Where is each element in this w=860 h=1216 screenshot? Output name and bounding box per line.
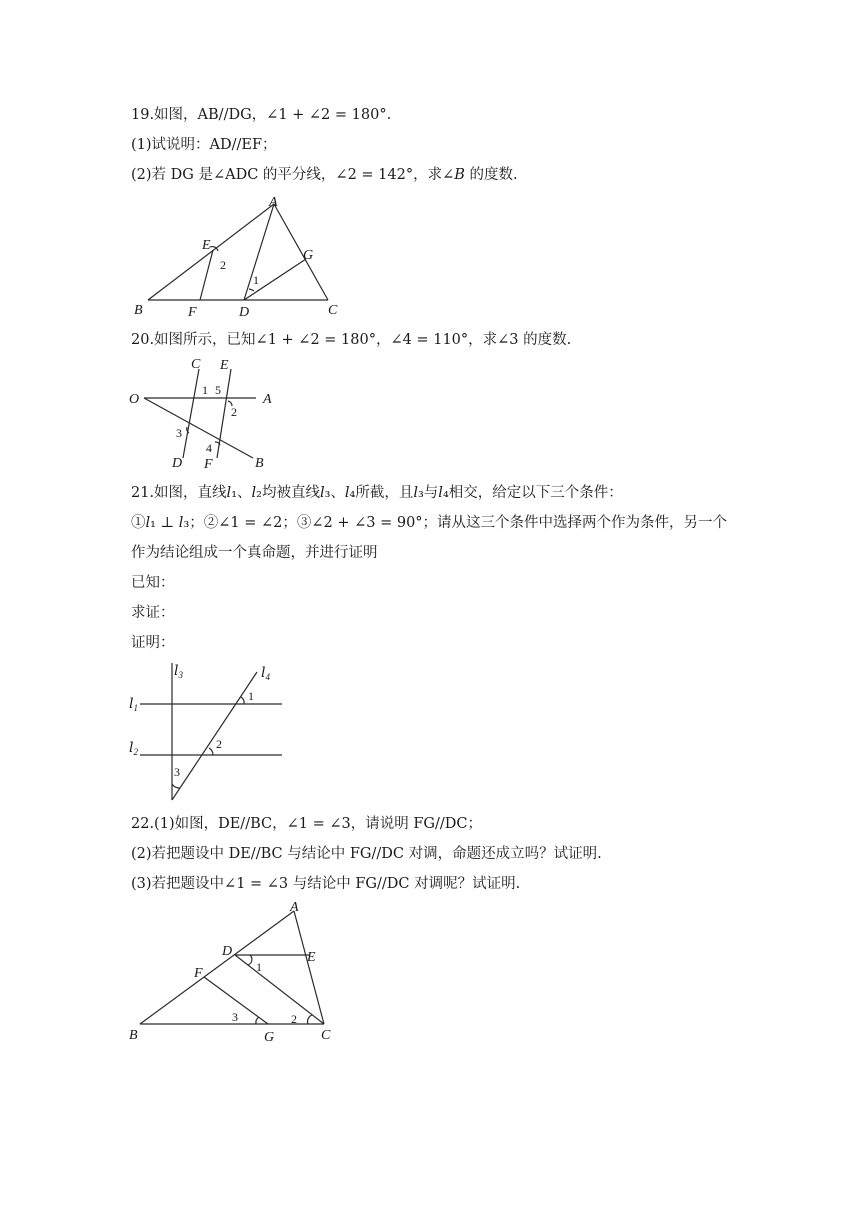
q19-label-e: E xyxy=(202,238,211,253)
q20-line-cd xyxy=(183,369,199,458)
q19-label-g: G xyxy=(303,248,314,263)
q19-figure xyxy=(128,192,358,322)
q20-figure xyxy=(128,355,288,475)
q22-label-d: D xyxy=(222,944,233,959)
q20-label-f: F xyxy=(204,457,213,472)
q19-label-f: F xyxy=(188,305,197,320)
q20-label-e: E xyxy=(220,358,229,373)
q22-label-angle-3: 3 xyxy=(232,1010,238,1024)
q21-label-l2: 𝑙$_2$ xyxy=(129,741,138,757)
q21-figure xyxy=(128,660,288,805)
q22-label-g: G xyxy=(264,1030,275,1045)
q21-angle-1-arc xyxy=(241,697,244,704)
q19-label-d: D xyxy=(239,305,250,320)
q22-label-c: C xyxy=(321,1028,331,1043)
q19-part2: (2)若 DG 是∠ADC 的平分线，∠2 = 142°，求∠𝐵 的度数. xyxy=(131,167,518,183)
q19-label-a: A xyxy=(269,195,278,210)
q19-label-b: B xyxy=(134,303,143,318)
q19-side-ac xyxy=(274,204,328,300)
q22-label-angle-2: 2 xyxy=(291,1012,297,1026)
q20-label-b: B xyxy=(255,456,264,471)
q21-label-angle-3: 3 xyxy=(174,765,180,779)
q21-proof: 证明： xyxy=(131,635,175,651)
q22-angle-1-arc xyxy=(248,955,252,965)
q21-label-l1: 𝑙$_1$ xyxy=(129,697,138,713)
q19-segment-ad xyxy=(244,204,274,300)
q19-segment-ef xyxy=(200,250,213,300)
q20-label-o: O xyxy=(129,392,140,407)
q20-label-d: D xyxy=(172,456,183,471)
q20-label-a: A xyxy=(263,392,272,407)
q22-label-f: F xyxy=(194,966,203,981)
q22-label-e: E xyxy=(307,950,316,965)
q20-label-angle-5: 5 xyxy=(215,383,221,397)
q21-stem: 21.如图，直线𝑙₁、𝑙₂均被直线𝑙₃、𝑙₄所截，且𝑙₃与𝑙₄相交，给定以下三个条件： xyxy=(131,485,623,501)
q22-side-ab xyxy=(140,911,294,1024)
q19-label-angle-2: 2 xyxy=(220,258,226,272)
q21-label-l3: 𝑙$_3$ xyxy=(174,664,183,680)
q19-part1: (1)试说明：AD//EF； xyxy=(131,137,277,153)
q21-line-l4 xyxy=(172,672,257,800)
q20-label-angle-1: 1 xyxy=(202,383,208,397)
q22-part3: (3)若把题设中∠1 = ∠3 与结论中 FG//DC 对调呢？试证明. xyxy=(131,876,521,892)
q21-conditions: ①𝑙₁ ⊥ 𝑙₃；②∠1 = ∠2；③∠2 + ∠3 = 90°；请从这三个条件中选择两个作为条件，另一个 xyxy=(131,515,728,531)
q21-prove: 求证： xyxy=(131,605,175,621)
q22-side-ac xyxy=(294,911,324,1024)
q20-label-c: C xyxy=(191,357,201,372)
q21-angle-3-arc xyxy=(172,784,180,788)
q21-label-l4: 𝑙$_4$ xyxy=(261,666,270,682)
q22-label-b: B xyxy=(129,1028,138,1043)
q20-label-angle-3: 3 xyxy=(176,426,182,440)
q22-figure xyxy=(128,897,348,1047)
q20-label-angle-2: 2 xyxy=(231,405,237,419)
q21-label-angle-2: 2 xyxy=(216,737,222,751)
q21-conditions-cont: 作为结论组成一个真命题，并进行证明 xyxy=(131,545,378,561)
q19-label-c: C xyxy=(328,303,338,318)
q19-angle-1-arc xyxy=(249,289,254,291)
q19-label-angle-1: 1 xyxy=(253,273,259,287)
q21-angle-2-arc xyxy=(209,748,213,755)
q20-stem: 20.如图所示，已知∠1 + ∠2 = 180°，∠4 = 110°，求∠3 的度数. xyxy=(131,332,572,348)
q22-label-angle-1: 1 xyxy=(256,960,262,974)
q22-part2: (2)若把题设中 DE//BC 与结论中 FG//DC 对调，命题还成立吗？试证明. xyxy=(131,846,602,862)
q22-angle-3-arc xyxy=(256,1017,259,1024)
q21-given: 已知： xyxy=(131,575,175,591)
q22-part1: 22.(1)如图，DE//BC，∠1 = ∠3，请说明 FG//DC； xyxy=(131,816,482,832)
q22-label-a: A xyxy=(290,900,299,915)
q21-label-angle-1: 1 xyxy=(248,689,254,703)
q22-angle-2-arc xyxy=(308,1015,312,1024)
q20-label-angle-4: 4 xyxy=(206,441,212,455)
q19-stem: 19.如图，AB//DG，∠1 + ∠2 = 180°. xyxy=(131,107,392,123)
